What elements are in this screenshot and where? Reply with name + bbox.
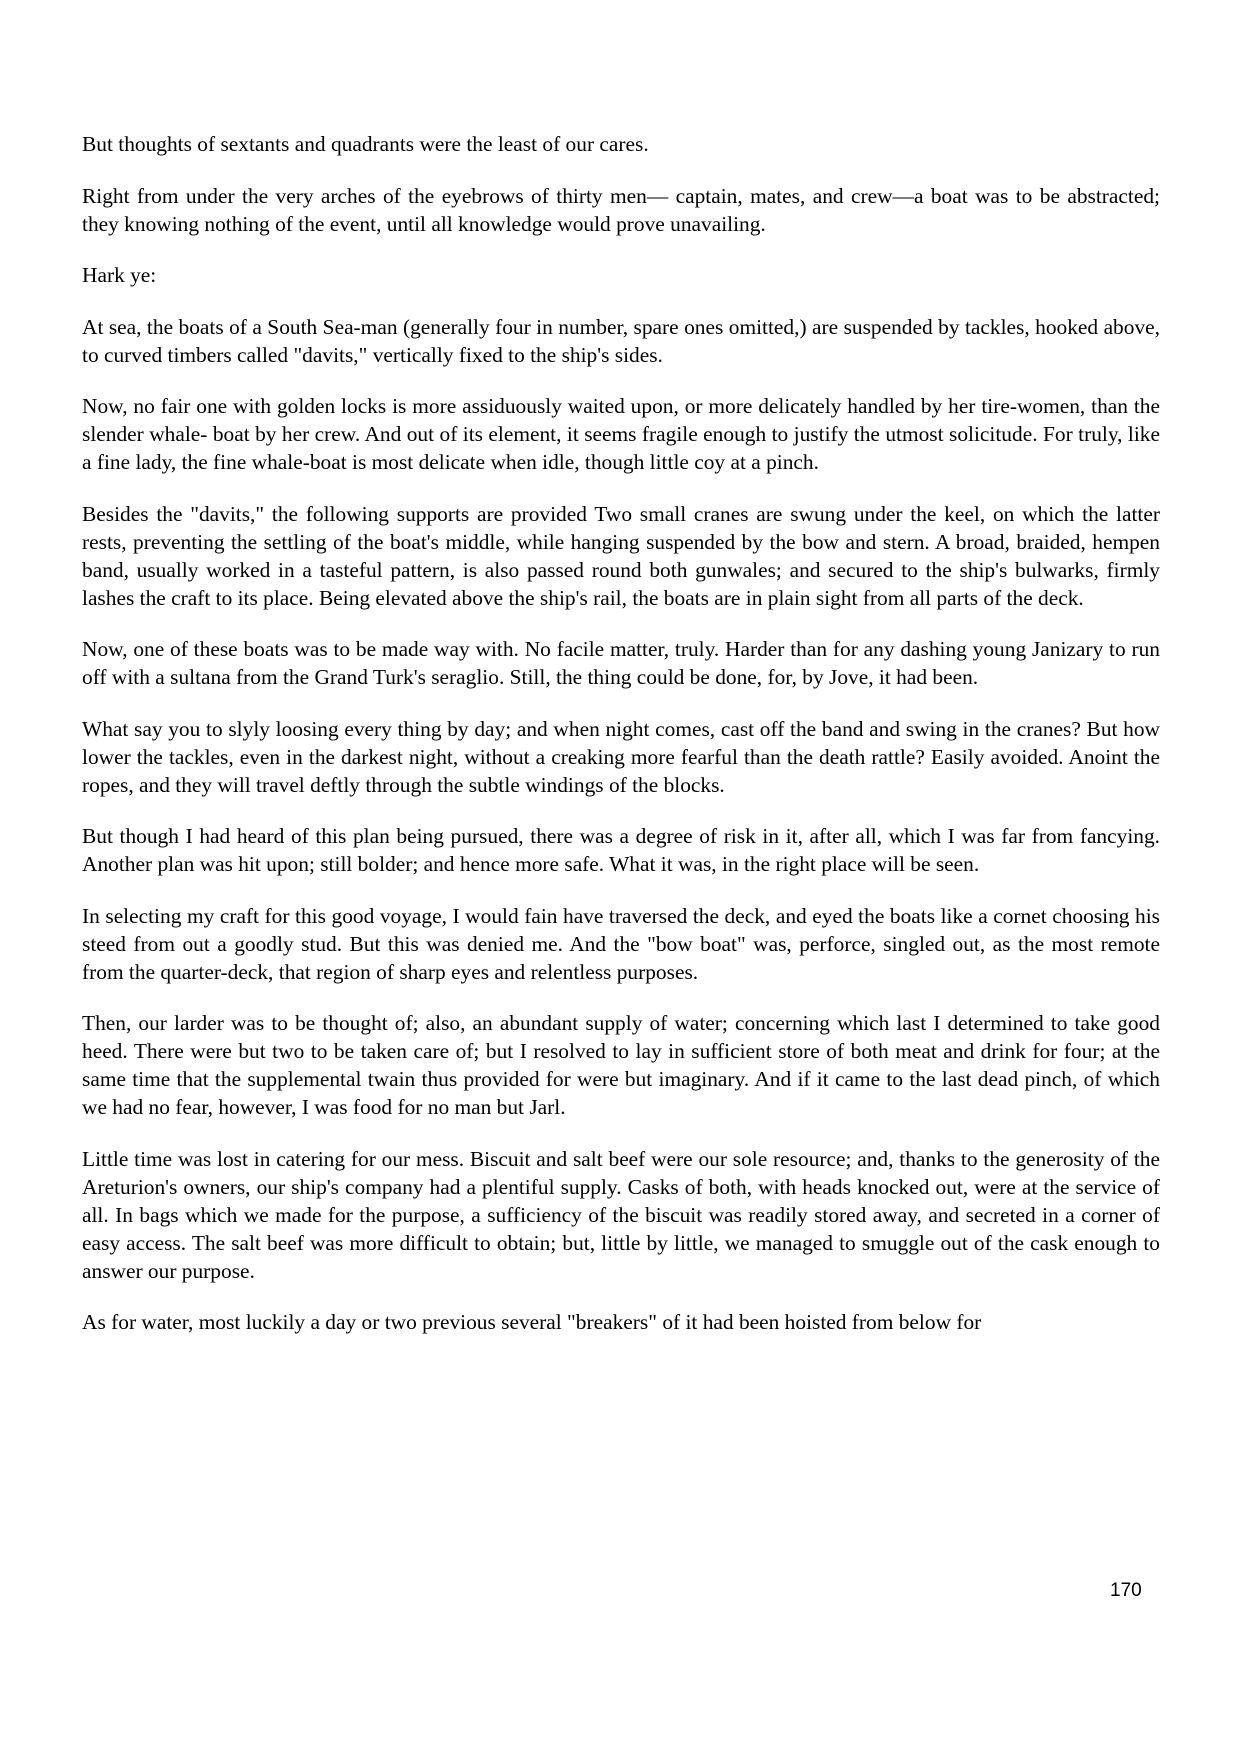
paragraph-3: Hark ye: <box>82 263 157 287</box>
paragraph-12: Little time was lost in catering for our mess. Biscuit and salt beef were our sole resource; and, thanks to the generosity of the Areturion's owners, our ship's company had a plentiful supply. Casks of both, with heads knocked out, were at the service of all. In bags which we made for the purpose, a sufficiency of the biscuit was readily stored away, and secreted in a corner of easy access. The salt beef was more difficult to obtain; but, little by little, we managed to smuggle out of the cask enough to answer our purpose. <box>82 1146 1160 1283</box>
page-number: 170 <box>1110 1580 1142 1601</box>
paragraph-11: Then, our larder was to be thought of; also, an abundant supply of water; concerning which last I determined to take good heed. There were but two to be taken care of; but I resolved to lay in sufficient store of both meat and drink for four; at the same time that the supplemental twain thus provided for were but imaginary. And if it came to the last dead pinch, of which we had no fear, however, I was food for no man but Jarl. <box>82 1011 1160 1119</box>
body-text <box>82 130 1160 1336</box>
paragraph-4: At sea, the boats of a South Sea-man (generally four in number, spare ones omitted,) are suspended by tackles, hooked above, to curved timbers called "davits," vertically fixed to the ship's sides. <box>82 314 1160 367</box>
paragraph-13: As for water, most luckily a day or two previous several "breakers" of it had been hoisted from below for <box>82 1310 982 1334</box>
paragraph-6: Besides the "davits," the following supports are provided Two small cranes are swung under the keel, on which the latter rests, preventing the settling of the boat's middle, while hanging suspended by the bow and stern. A broad, braided, hempen band, usually worked in a tasteful pattern, is also passed round both gunwales; and secured to the ship's bulwarks, firmly lashes the craft to its place. Being elevated above the ship's rail, the boats are in plain sight from all parts of the deck. <box>82 501 1160 610</box>
paragraph-5: Now, no fair one with golden locks is more assiduously waited upon, or more delicately handled by her tire-women, than the slender whale- boat by her crew. And out of its element, it seems fragile enough to justify the utmost solicitude. For truly, like a fine lady, the fine whale-boat is most delicate when idle, though little coy at a pinch. <box>82 394 1160 474</box>
paragraph-10: In selecting my craft for this good voyage, I would fain have traversed the deck, and eyed the boats like a cornet choosing his steed from out a goodly stud. But this was denied me. And the "bow boat" was, perforce, singled out, as the most remote from the quarter-deck, that region of sharp eyes and relentless purposes. <box>82 903 1160 984</box>
paragraph-8: What say you to slyly loosing every thing by day; and when night comes, cast off the band and swing in the cranes? But how lower the tackles, even in the darkest night, without a creaking more fearful than the death rattle? Easily avoided. Anoint the ropes, and they will travel deftly through the subtle windings of the blocks. <box>82 716 1160 797</box>
paragraph-1: But thoughts of sextants and quadrants were the least of our cares. <box>82 132 649 156</box>
paragraph-9: But though I had heard of this plan being pursued, there was a degree of risk in it, after all, which I was far from fancying. Another plan was hit upon; still bolder; and hence more safe. What it was, in the right place will be seen. <box>82 824 1160 876</box>
paragraph-2: Right from under the very arches of the eyebrows of thirty men— captain, mates, and crew—a boat was to be abstracted; they knowing nothing of the event, until all knowledge would prove unavailing. <box>82 183 1160 236</box>
paragraph-7: Now, one of these boats was to be made way with. No facile matter, truly. Harder than for any dashing young Janizary to run off with a sultana from the Grand Turk's seraglio. Still, the thing could be done, for, by Jove, it had been. <box>82 637 1160 689</box>
